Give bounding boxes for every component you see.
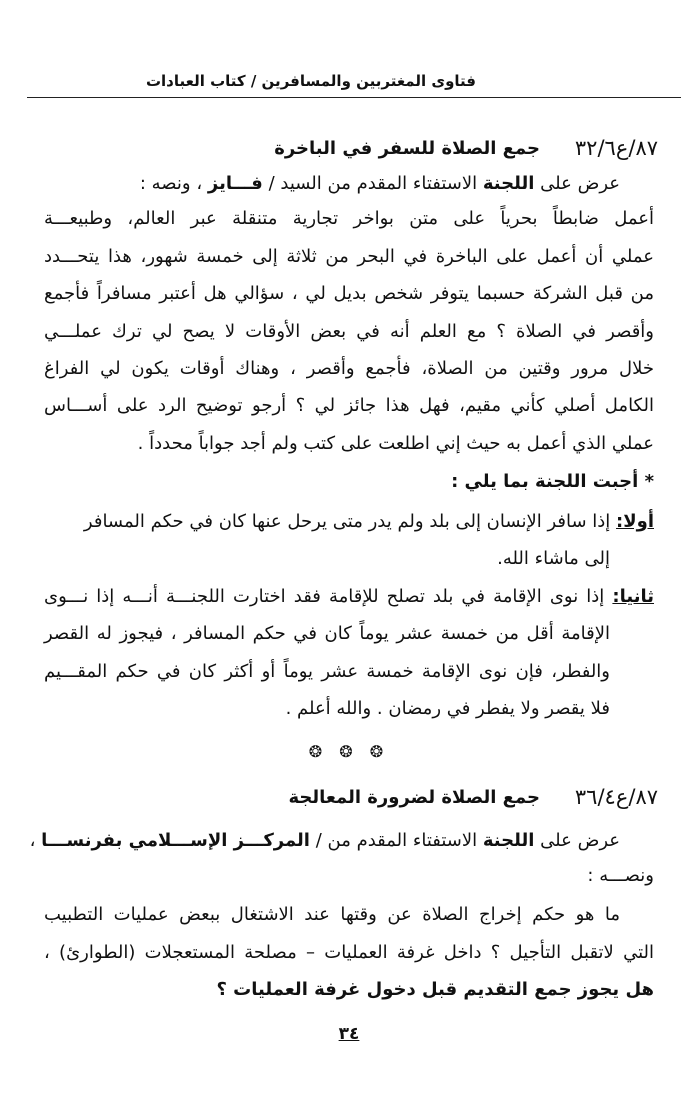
- questioner-name: المركـــز الإســـلامي بفرنســـا: [41, 830, 310, 851]
- committee-name: اللجنة: [482, 173, 535, 194]
- body-line: التي لاتقبل التأجيل ؟ داخل غرفة العمليات – مصلحة المستعجلات (الطوارئ) ،: [44, 942, 654, 963]
- fatwa-title: جمع الصلاة لضرورة المعالجة: [288, 786, 540, 808]
- body-line: وأقصر في الصلاة ؟ مع العلم أنه في بعض الأوقات لا يصح لي ترك عملـــي: [44, 321, 654, 342]
- header-rule: [27, 97, 681, 98]
- body-line: أعمل ضابطاً بحرياً على متن بواخر تجارية متنقلة عبر العالم، وطبيعـــة: [44, 208, 654, 229]
- intro-text: عرض على: [540, 173, 620, 194]
- intro-text: الاستفتاء المقدم من السيد /: [268, 173, 478, 194]
- body-line: خلال مرور وقتين من الصلاة، فأجمع وأقصر ، وهناك أوقات يكون لي الفراغ: [44, 358, 654, 379]
- body-line: هل يجوز جمع التقديم قبل دخول غرفة العمليات ؟: [216, 979, 654, 1000]
- point-label: ثانيا:: [612, 586, 654, 607]
- fatwa-intro: [29, 830, 620, 860]
- committee-name: اللجنة: [482, 830, 535, 851]
- answer-heading: * أجبت اللجنة بما يلي :: [451, 471, 654, 492]
- intro-text: عرض على: [540, 830, 620, 851]
- section-ornament: ❂ ❂ ❂: [308, 742, 390, 761]
- answer-point-second: [44, 586, 654, 616]
- intro-text: ،: [29, 830, 36, 851]
- intro-text: الاستفتاء المقدم من /: [315, 830, 478, 851]
- point-text: إذا سافر الإنسان إلى بلد ولم يدر متى يرحل عنها كان في حكم المسافر: [83, 511, 611, 532]
- body-line: الكامل أصلي كأني مقيم، فهل هذا جائز لي ؟ أرجو توضيح الرد على أســـاس: [44, 395, 654, 416]
- body-line: عملي الذي أعمل به حيث إني اطلعت على كتب ولم أجد جواباً محدداً .: [137, 433, 654, 454]
- running-head: فتاوى المغتربين والمسافرين / كتاب العبادات: [145, 72, 476, 90]
- body-line: ونصـــه :: [587, 865, 654, 886]
- fatwa-heading: [40, 133, 658, 163]
- body-line: من قبل الشركة حسبما يتوفر شخص بديل لي ، سؤالي هل أعتبر مسافراً فأجمع: [44, 283, 654, 304]
- body-line: فلا يقصر ولا يفطر في رمضان . والله أعلم .: [285, 698, 610, 719]
- body-line: الإقامة أقل من خمسة عشر يوماً كان في حكم المسافر ، فيجوز له القصر: [44, 623, 610, 644]
- fatwa-heading: [40, 782, 658, 812]
- fatwa-title: جمع الصلاة للسفر في الباخرة: [274, 137, 540, 159]
- intro-text: ، ونصه :: [139, 173, 203, 194]
- answer-point-first: [44, 511, 654, 541]
- page-number: ٣٤: [338, 1024, 360, 1044]
- body-line: والفطر، فإن نوى الإقامة خمسة عشر يوماً أو أكثر كان في حكم المقـــيم: [44, 661, 610, 682]
- fatwa-code: ٨٧/ع٣٢/٦: [574, 136, 658, 160]
- body-line: عملي أن أعمل على الباخرة في البحر من ثلاثة إلى خمسة شهور، هذا يتحـــدد: [44, 246, 654, 267]
- questioner-name: فـــايز: [207, 173, 263, 194]
- body-line: ما هو حكم إخراج الصلاة عن وقتها عند الاشتغال ببعض عمليات التطبيب: [44, 904, 620, 925]
- fatwa-code: ٨٧/ع٣٦/٤: [574, 785, 658, 809]
- body-line: إلى ماشاء الله.: [497, 548, 610, 569]
- point-label: أولا:: [616, 511, 654, 532]
- fatwa-intro: [44, 173, 620, 203]
- point-text: إذا نوى الإقامة في بلد تصلح للإقامة فقد اختارت اللجنـــة أنـــه إذا نـــوى: [44, 586, 605, 607]
